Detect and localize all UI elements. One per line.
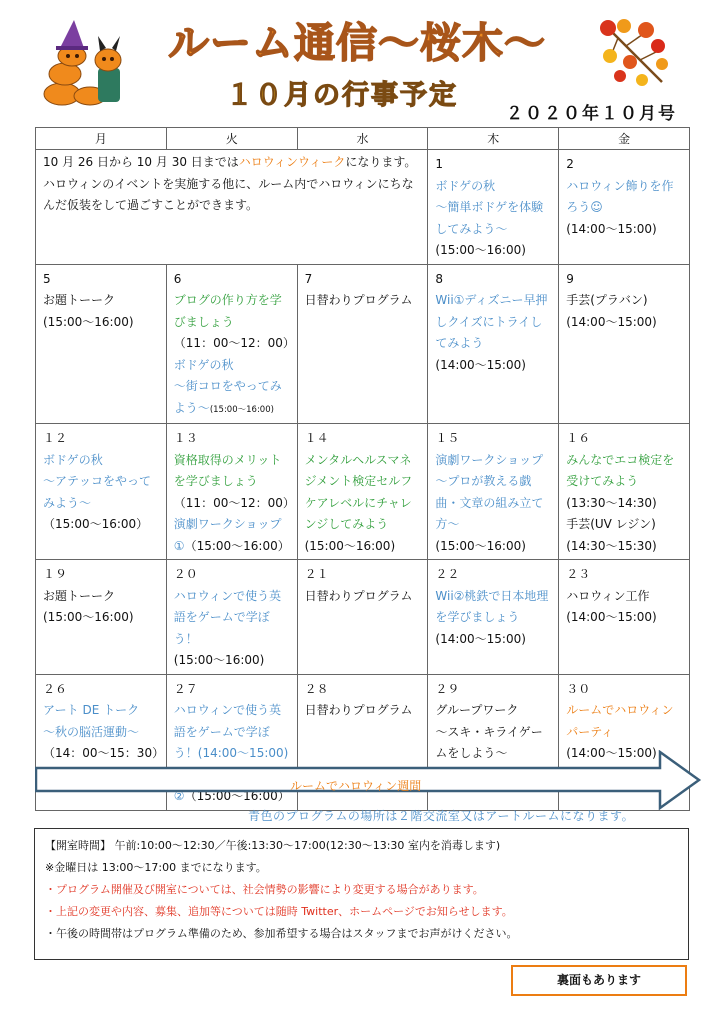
day-number: １２ — [43, 431, 68, 445]
day-number: ２３ — [566, 567, 591, 581]
day-cell-2 — [559, 150, 690, 265]
day-number: ２１ — [304, 567, 329, 581]
day-cell-8 — [428, 264, 559, 424]
day-number: １３ — [173, 431, 198, 445]
day-cell-19 — [36, 560, 167, 675]
event-line: （11：00～12：00） — [173, 336, 295, 350]
event-line: ハロウィンで使う英語をゲームで学ぼう！(14:00～15:00) — [173, 703, 289, 760]
event-line: ハロウィン工作 — [566, 588, 650, 603]
day-number: １６ — [566, 431, 591, 445]
event-line: 日替わりプログラム — [304, 703, 413, 717]
event-line: (15:00～16:00) — [435, 538, 526, 553]
event-line: ブログの作り方を学びましょう — [173, 293, 282, 329]
event-line: お題トーーク — [43, 588, 116, 603]
back-side-notice: 裏面もあります — [511, 965, 687, 996]
event-line: (15:00～16:00) — [43, 314, 134, 329]
event-line: ～秋の脳活運動～ — [43, 724, 140, 739]
day-cell-5 — [36, 264, 167, 424]
issue-date: ２０２０年１０月号 — [506, 104, 677, 124]
day-number: 6 — [173, 271, 182, 286]
event-line: 資格取得のメリットを学びましょう — [173, 452, 282, 488]
event-line: 手芸(UV レジン) — [566, 517, 656, 531]
event-line: ～街コロをやってみよう～(15:00～16:00) — [173, 379, 282, 415]
opening-hours: 【開室時間】 午前:10:00～12:30／午後:13:30～17:00(12:30～13:30 室内を消毒します) — [45, 839, 501, 852]
day-cell-1 — [428, 150, 559, 265]
halloween-week-highlight: ハロウィンウィーク — [238, 155, 346, 169]
event-line: Wii②桃鉄で日本地理を学びましょう — [435, 588, 549, 624]
day-cell-6 — [166, 264, 297, 424]
event-line: (14:00～15:00) — [435, 631, 526, 646]
weekday-thu: 木 — [428, 128, 559, 150]
weekday-fri: 金 — [559, 128, 690, 150]
weekday-wed: 水 — [297, 128, 428, 150]
event-line: (15:00～16:00) — [304, 538, 396, 553]
day-cell-9 — [559, 264, 690, 424]
day-number: 7 — [304, 271, 313, 286]
day-cell-23 — [559, 560, 690, 675]
event-line: (14:00～15:00) — [435, 357, 526, 372]
event-time-line: (15:00～16:00) — [173, 653, 265, 667]
event-line: (14:30～15:30) — [566, 538, 657, 553]
event-line: (14:00～15:00) — [566, 314, 657, 329]
event-line: （11：00～12：00） — [173, 495, 295, 510]
day-number: 9 — [566, 271, 574, 286]
event-line: ～アテッコをやってみよう～ — [43, 474, 152, 510]
event-line: みんなでエコ検定を受けてみよう — [566, 452, 675, 488]
notice-afternoon: ・午後の時間帯はプログラム準備のため、参加希望する場合はスタッフまでお声がけください。 — [45, 927, 518, 940]
halloween-week-note: 10 月 26 日から 10 月 30 日まではハロウィンウィークになります。ハロウィンのイベントを実施する他に、ルーム内でハロウィンにちなんだ仮装をして過ごすことができます。 — [36, 150, 428, 265]
day-number: 2 — [566, 157, 574, 171]
event-time-line: ②（15:00～16:00） — [173, 789, 290, 803]
event-time-line: ①（15:00～16:00） — [173, 538, 290, 553]
day-number: 1 — [435, 157, 444, 171]
day-number: １４ — [304, 431, 329, 445]
day-cell-21 — [297, 560, 428, 675]
event-line: （15:00～16:00） — [43, 517, 149, 531]
event-line: アート DE トーク — [43, 703, 140, 717]
event-line: (15:00～16:00) — [435, 243, 526, 257]
day-cell-13 — [166, 424, 297, 560]
event-line: ボドゲの秋 — [173, 357, 234, 372]
event-line: (14:00～15:00) — [566, 221, 657, 236]
event-line: メンタルヘルスマネジメント検定セルフケアレベルにチャレンジしてみよう — [304, 452, 413, 531]
halloween-pumpkins-illustration — [40, 18, 130, 106]
event-line: （14：00～15：30） — [43, 746, 165, 760]
weekday-tue: 火 — [166, 128, 297, 150]
event-time-small: (15:00～16:00) — [209, 404, 274, 415]
event-line: (13:30～14:30) — [566, 495, 657, 510]
month-schedule-subtitle: １０月の行事予定 — [226, 80, 458, 111]
event-line: ハロウィンで使う英語をゲームで学ぼう！ — [173, 588, 282, 646]
day-number: ２２ — [435, 567, 460, 581]
event-line: ボドゲの秋 — [435, 178, 496, 193]
weekday-mon: 月 — [36, 128, 167, 150]
event-line: お題トーーク — [43, 293, 116, 307]
event-line: ～スキ・キライゲームをしよう～ — [435, 724, 543, 760]
friday-hours-note: ※金曜日は 13:00～17:00 までになります。 — [45, 861, 267, 874]
event-line: ハロウィン飾りを作ろう☺ — [566, 178, 674, 214]
notice-announcement: ・上記の変更や内容、募集、追加等については随時 Twitter、ホームページでお知らせします。 — [45, 905, 513, 918]
day-cell-7 — [297, 264, 428, 424]
day-number: ２６ — [43, 681, 68, 696]
autumn-leaves-illustration — [596, 18, 672, 88]
day-number: ２９ — [435, 681, 460, 696]
day-cell-16 — [559, 424, 690, 560]
event-line: 演劇ワークショップ — [173, 517, 282, 531]
day-cell-15 — [428, 424, 559, 560]
day-cell-14 — [297, 424, 428, 560]
day-cell-20 — [166, 560, 297, 675]
event-line: 演劇ワークショップ～プロが教える戯曲・文章の組み立て方～ — [435, 452, 544, 531]
day-number: １９ — [43, 567, 68, 581]
event-line: (14:00～15:00) — [566, 610, 657, 624]
info-box — [34, 828, 689, 960]
newsletter-title: ルーム通信～桜木～ — [168, 19, 546, 67]
event-line: (15:00～16:00) — [43, 610, 134, 624]
halloween-week-label: ルームでハロウィン週間 — [290, 779, 422, 793]
event-line: ルームでハロウィンパーティ — [566, 703, 674, 739]
day-number: ２０ — [173, 567, 198, 581]
program-location-note: 青色のプログラムの場所は２階交流室又はアートルームになります。 — [248, 809, 635, 823]
event-line: 手芸(プラバン) — [566, 293, 648, 307]
event-line: ～簡単ボドゲを体験してみよう～ — [435, 200, 544, 236]
day-number: １５ — [435, 431, 460, 445]
event-line: 日替わりプログラム — [304, 588, 413, 603]
day-number: 5 — [43, 271, 51, 286]
october-calendar — [35, 127, 690, 811]
event-line: (14:00～15:00) — [566, 746, 657, 760]
day-number: ３０ — [566, 681, 591, 696]
event-line: グループワーク — [435, 703, 519, 717]
day-number: 8 — [435, 271, 444, 286]
event-line: ボドゲの秋 — [43, 452, 103, 467]
event-line: 日替わりプログラム — [304, 293, 413, 307]
notice-change: ・プログラム開催及び開室については、社会情勢の影響により変更する場合があります。 — [45, 883, 484, 896]
day-number: ２７ — [173, 681, 198, 696]
day-number: ２８ — [304, 681, 329, 696]
day-cell-22 — [428, 560, 559, 675]
day-cell-12 — [36, 424, 167, 560]
event-line: Wii①ディズニー早押しクイズにトライしてみよう — [435, 293, 548, 350]
